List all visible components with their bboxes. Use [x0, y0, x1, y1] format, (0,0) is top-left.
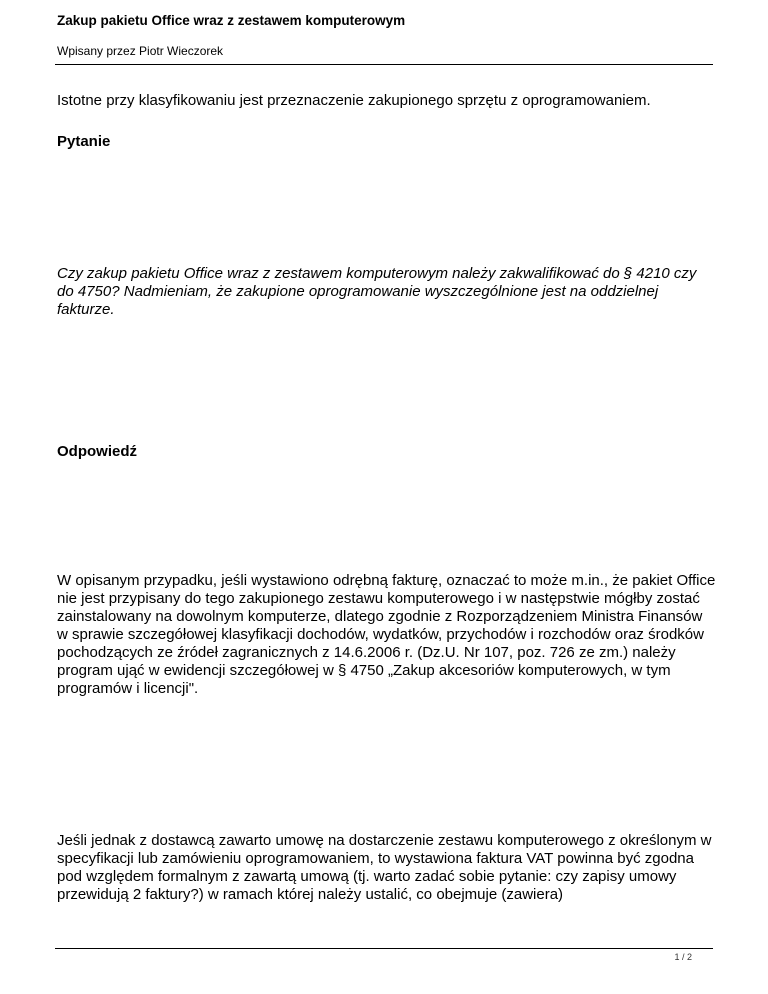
- document-title: Zakup pakietu Office wraz z zestawem komputerowym: [57, 13, 406, 28]
- author-line: Wpisany przez Piotr Wieczorek: [57, 44, 224, 58]
- header-divider: [55, 64, 713, 65]
- intro-paragraph: Istotne przy klasyfikowaniu jest przeznaczenie zakupionego sprzętu z oprogramowaniem.: [57, 92, 651, 109]
- answer-paragraph-1: W opisanym przypadku, jeśli wystawiono odrębną fakturę, oznaczać to może m.in., że pakiet Office nie jest przypisany do tego zakupionego zestawu komputerowego i w następstwie mógłby zostać zainstalowany na dowolnym komputerze, dlatego zgodnie z Rozporządzeniem Ministra Finansów w sprawie szczegółowej klasyfikacji dochodów, wydatków, przychodów i rozchodów oraz środków pochodzących ze źródeł zagranicznych z 14.6.2006 r. (Dz.U. Nr 107, poz. 726 ze zm.) należy program ująć w ewidencji szczegółowej w § 4750 „Zakup akcesoriów komputerowych, w tym programów i licencji".: [57, 572, 716, 697]
- question-paragraph: Czy zakup pakietu Office wraz z zestawem komputerowym należy zakwalifikować do § 4210 czy do 4750? Nadmieniam, że zakupione oprogramowanie wyszczególnione jest na oddzielnej fakturze.: [57, 265, 697, 318]
- page-number: 1 / 2: [674, 952, 692, 962]
- answer-heading: Odpowiedź: [57, 443, 137, 460]
- footer-divider: [55, 948, 713, 949]
- question-heading: Pytanie: [57, 133, 111, 150]
- answer-paragraph-2: Jeśli jednak z dostawcą zawarto umowę na dostarczenie zestawu komputerowego z określonym w specyfikacji lub zamówieniu oprogramowaniem, to wystawiona faktura VAT powinna być zgodna pod względem formalnym z zawartą umową (tj. warto zadać sobie pytanie: czy zapisy umowy przewidują 2 faktury?) w ramach której należy ustalić, co obejmuje (zawiera): [57, 832, 712, 903]
